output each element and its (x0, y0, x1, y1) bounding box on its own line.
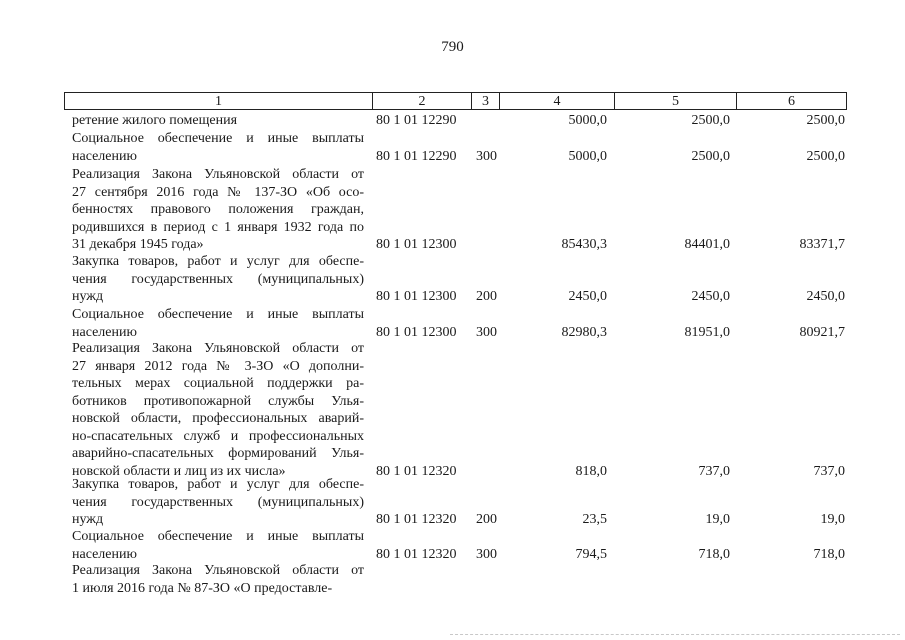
target-article-code: 80 1 01 12320 (376, 546, 457, 562)
amount-col-6: 83371,7 (799, 237, 845, 252)
expense-type-code: 300 (476, 148, 497, 164)
description-line: Социальное обеспечение и иные выплаты (72, 307, 364, 322)
scan-artifact-line (450, 634, 900, 636)
row-description (72, 306, 364, 341)
row-description (72, 130, 364, 165)
description-line: 27 сентября 2016 года № 137-ЗО «Об осо- (72, 184, 364, 200)
header-col-3: 3 (471, 93, 499, 109)
description-line: но-спасательных служб и профессиональных (72, 428, 364, 444)
amount-col-6: 718,0 (813, 546, 845, 562)
description-line: 31 декабря 1945 года» (72, 237, 204, 252)
description-line: родившихся в период с 1 января 1932 года по (72, 219, 364, 235)
description-line: Социальное обеспечение и иные выплаты (72, 529, 364, 544)
amount-col-4: 5000,0 (568, 113, 607, 128)
expense-type-code: 300 (476, 324, 497, 340)
expense-type-code: 300 (476, 546, 497, 562)
amount-col-5: 718,0 (698, 546, 730, 562)
header-col-5: 5 (614, 93, 736, 109)
description-line: Социальное обеспечение и иные выплаты (72, 131, 364, 146)
description-line: населению (72, 546, 137, 562)
header-col-6: 6 (736, 93, 846, 109)
amount-col-5: 2500,0 (691, 148, 730, 164)
amount-col-4: 818,0 (575, 463, 607, 479)
description-line: аварийно-спасательных формирований Улья- (72, 446, 364, 461)
description-line: населению (72, 324, 137, 340)
amount-col-6: 80921,7 (799, 324, 845, 340)
amount-col-6: 737,0 (813, 463, 845, 479)
description-line: нужд (72, 289, 104, 304)
target-article-code: 80 1 01 12300 (376, 237, 457, 252)
amount-col-6: 2500,0 (806, 148, 845, 164)
row-description (72, 562, 364, 597)
expense-type-code: 200 (476, 512, 497, 527)
target-article-code: 80 1 01 12300 (376, 289, 457, 304)
description-line: бенностях правового положения граждан, (72, 202, 364, 217)
amount-col-4: 5000,0 (568, 148, 607, 164)
page-number: 790 (441, 39, 464, 55)
description-line: Реализация Закона Ульяновской области от (72, 341, 364, 356)
table-header (64, 92, 847, 110)
amount-col-5: 19,0 (705, 512, 730, 527)
description-line: новской области, профессиональных аварий- (72, 411, 364, 426)
description-line: чения государственных (муниципальных) (72, 494, 364, 510)
amount-col-5: 84401,0 (684, 237, 730, 252)
description-line: новской области и лиц из их числа» (72, 463, 286, 479)
target-article-code: 80 1 01 12320 (376, 463, 457, 479)
description-line: 1 июля 2016 года № 87-ЗО «О предоставле- (72, 580, 333, 596)
amount-col-4: 82980,3 (561, 324, 607, 340)
amount-col-5: 2450,0 (691, 289, 730, 304)
row-description (72, 166, 364, 254)
description-line: ретение жилого помещения (72, 113, 238, 128)
description-line: чения государственных (муниципальных) (72, 271, 364, 287)
amount-col-4: 794,5 (575, 546, 607, 562)
description-line: 27 января 2012 года № 3-ЗО «О дополни- (72, 358, 364, 374)
description-line: тельных мерах социальной поддержки ра- (72, 376, 364, 391)
amount-col-5: 737,0 (698, 463, 730, 479)
amount-col-5: 81951,0 (684, 324, 730, 340)
amount-col-4: 23,5 (582, 512, 607, 527)
amount-col-6: 19,0 (820, 512, 845, 527)
row-description (72, 112, 364, 130)
amount-col-6: 2450,0 (806, 289, 845, 304)
target-article-code: 80 1 01 12290 (376, 148, 457, 164)
expense-type-code: 200 (476, 289, 497, 304)
description-line: Закупка товаров, работ и услуг для обеспе- (72, 477, 364, 492)
target-article-code: 80 1 01 12290 (376, 113, 457, 128)
target-article-code: 80 1 01 12300 (376, 324, 457, 340)
amount-col-5: 2500,0 (691, 113, 730, 128)
header-col-2: 2 (372, 93, 471, 109)
description-line: нужд (72, 512, 104, 527)
row-description (72, 528, 364, 563)
header-col-4: 4 (499, 93, 614, 109)
description-line: ботников противопожарной службы Улья- (72, 393, 364, 409)
target-article-code: 80 1 01 12320 (376, 512, 457, 527)
row-description (72, 476, 364, 529)
description-line: Реализация Закона Ульяновской области от (72, 563, 364, 578)
header-col-1: 1 (215, 94, 222, 109)
description-line: Закупка товаров, работ и услуг для обеспе- (72, 254, 364, 269)
row-description (72, 253, 364, 306)
row-description (72, 340, 364, 480)
amount-col-4: 2450,0 (568, 289, 607, 304)
description-line: населению (72, 148, 137, 164)
amount-col-6: 2500,0 (806, 113, 845, 128)
description-line: Реализация Закона Ульяновской области от (72, 167, 364, 182)
amount-col-4: 85430,3 (561, 237, 607, 252)
